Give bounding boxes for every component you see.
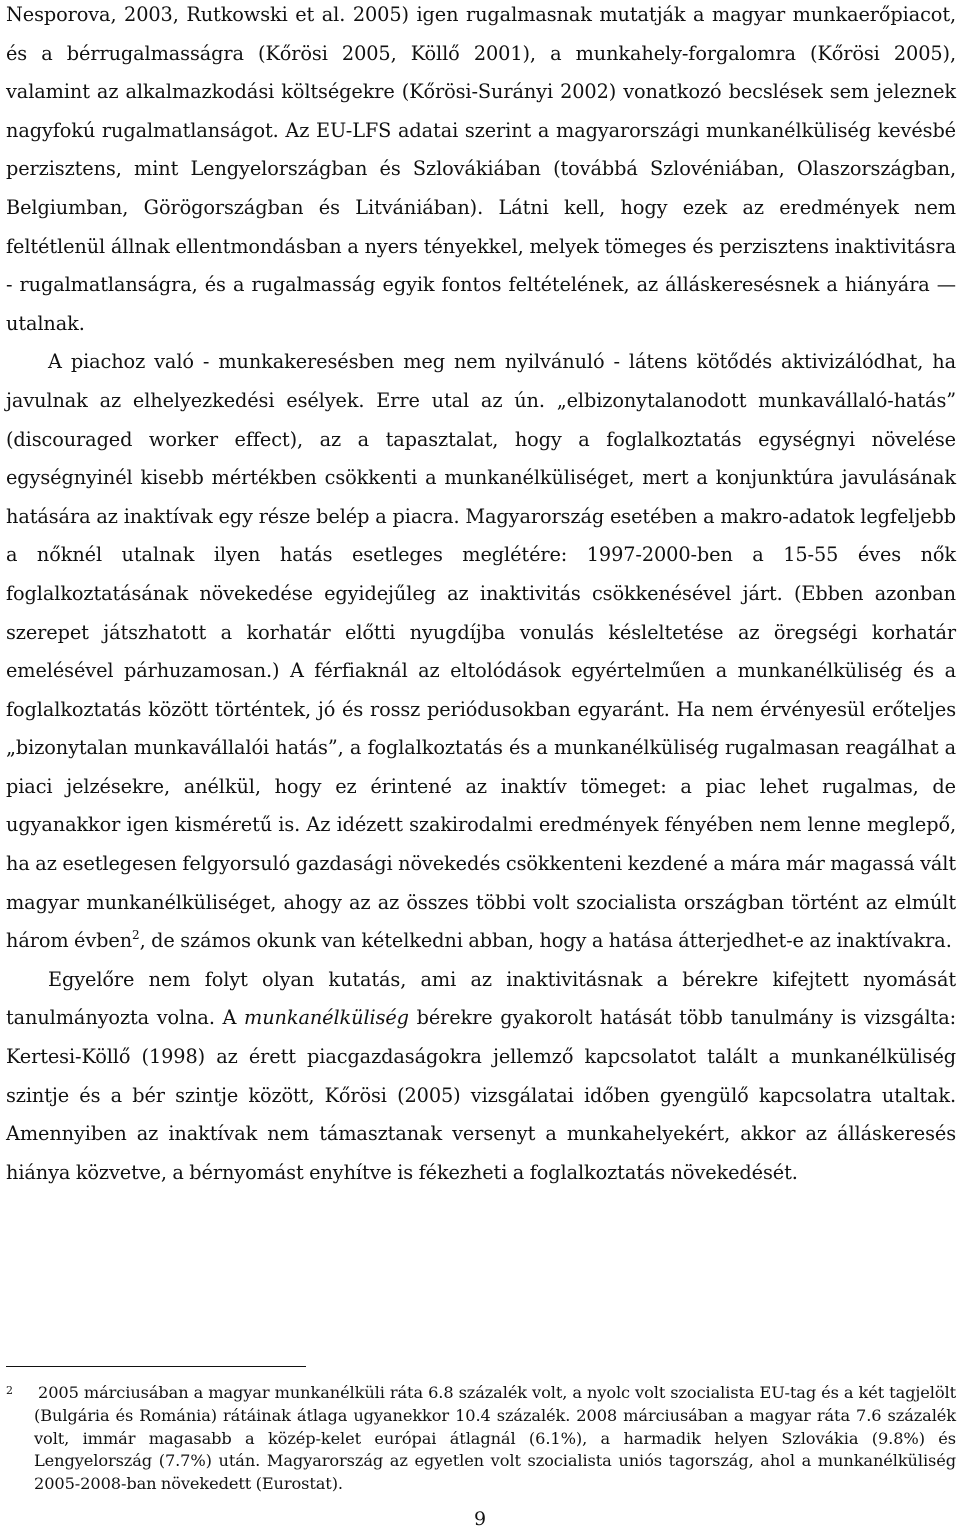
page-number: 9 — [473, 1508, 487, 1530]
footnote-separator — [6, 1366, 306, 1367]
paragraph-text: , de számos okunk van kételkedni abban, hogy a hatása átterjedhet-e az inaktívakra. — [139, 929, 952, 953]
paragraph-text: Egyelőre nem folyt olyan kutatás, ami az inaktivitásnak a bérekre kifejtett nyomását tanulmányozta volna. A — [6, 967, 956, 1030]
paragraph-text: A piachoz való - munkakeresésben meg nem nyilvánuló - látens kötődés aktivizálódhat, ha javulnak az elhelyezkedési esélyek. Erre utal az ún. „elbizonytalanodott munkavállaló-hatás” (discouraged worker effect), az a tapasztalat, hogy a foglalkoztatás egységnyi növelése egységnyinél kisebb mértékben csökkenti a munkanélküliséget, mert a konjunktúra javulásának hatására az inaktívak egy része belép a piacra. Magyarország esetében a makro-adatok legfeljebb a nőknél utalnak ilyen hatás esetleges meglétére: 1997-2000-ben a 15-55 éves nők foglalkoztatásának növekedése egyidejűleg az inaktivitás csökkenésével járt. (Ebben azonban szerepet játszhatott a korhatár előtti nyugdíjba vonulás késleltetése az öregségi korhatár emelésével párhuzamosan.) A férfiaknál az eltolódások egyértelműen a munkanélküliség és a foglalkoztatás között történtek, jó és rossz periódusokban egyaránt. Ha nem érvényesül erőteljes „bizonytalan munkavállalói hatás”, a foglalkoztatás és a munkanélküliség rugalmasan reagálhat a piaci jelzésekre, anélkül, hogy ez érintené az inaktív tömeget: a piac lehet rugalmas, de ugyanakkor igen kisméretű is. Az idézett szakirodalmi eredmények fényében nem lenne meglepő, ha az esetlegesen felgyorsuló gazdasági növekedés csökkenteni kezdené a mára már magassá vált magyar munkanélküliséget, ahogy az az összes többi volt szocialista országban történt az elmúlt három évben — [6, 350, 956, 953]
body-text — [6, 0, 956, 1192]
emphasized-text: munkanélküliség — [244, 1006, 409, 1030]
footnote: 2 2005 márciusában a magyar munkanélküli ráta 6.8 százalék volt, a nyolc volt szocialista EU-tag és a két tagjelölt (Bulgária és Románia) rátáinak átlaga ugyanekkor 10.4 százalék. 2008 márciusában a magyar ráta 7.6 százalék volt, immár magasabb a közép-kelet európai átlagnál (6.1%), a harmadik helyen Szlovákia (9.8%) és Lengyelország (7.7%) után. Magyarország az egyetlen volt szocialista uniós tagország, ahol a munkanélküliség 2005-2008-ban növekedett (Eurostat). — [6, 1382, 956, 1496]
paragraph — [6, 343, 956, 961]
paragraph-text: Nesporova, 2003, Rutkowski et al. 2005) igen rugalmasnak mutatják a magyar munkaerőpiacot, és a bérrugalmasságra (Kőrösi 2005, Köllő 2001), a munkahely-forgalomra (Kőrösi 2005), valamint az alkalmazkodási költségekre (Kőrösi-Surányi 2002) vonatkozó becslések sem jeleznek nagyfokú rugalmatlanságot. Az EU-LFS adatai szerint a magyarországi munkanélküliség kevésbé perzisztens, mint Lengyelországban és Szlovákiában (továbbá Szlovéniában, Olaszországban, Belgiumban, Görögországban és Litvániában). Látni kell, hogy ezek az eredmények nem feltétlenül állnak ellentmondásban a nyers tényekkel, melyek tömeges és perzisztens inaktivitásra - rugalmatlanságra, és a rugalmasság egyik fontos feltételének, az álláskeresésnek a hiányára — utalnak. — [6, 3, 956, 335]
paragraph — [6, 961, 956, 1193]
paragraph — [6, 0, 956, 343]
paragraph-text: bérekre gyakorolt hatását több tanulmány is vizsgálta: Kertesi-Köllő (1998) az érett piacgazdaságokra jellemző kapcsolatot talált a munkanélküliség szintje és a bér szintje között, Kőrösi (2005) vizsgálatai időben gyengülő kapcsolatra utaltak. Amennyiben az inaktívak nem támasztanak versenyt a munkahelyekért, akkor az álláskeresés hiánya közvetve, a bérnyomást enyhítve is fékezheti a foglalkoztatás növekedését. — [6, 1006, 956, 1184]
footnote-text: 2005 márciusában a magyar munkanélküli ráta 6.8 százalék volt, a nyolc volt szocialista EU-tag és a két tagjelölt (Bulgária és Románia) rátáinak átlaga ugyanekkor 10.4 százalék. 2008 márciusában a magyar ráta 7.6 százalék volt, immár magasabb a közép-kelet európai átlagnál (6.1%), a harmadik helyen Szlovákia (9.8%) és Lengyelország (7.7%) után. Magyarország az egyetlen volt szocialista uniós tagország, ahol a munkanélküliség 2005-2008-ban növekedett (Eurostat). — [34, 1383, 956, 1494]
footnote-reference: 2 — [132, 928, 140, 943]
